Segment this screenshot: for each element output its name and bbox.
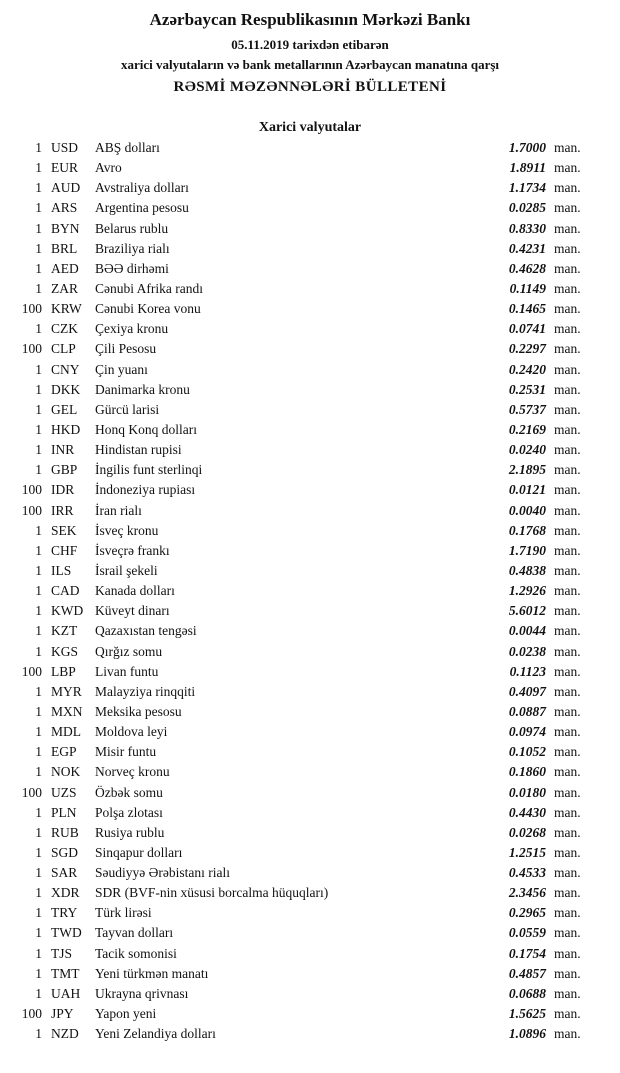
row-rate: 0.8330 <box>508 220 546 236</box>
row-name: Cənubi Afrika randı <box>95 280 203 296</box>
row-code: MDL <box>51 724 81 740</box>
currency-row <box>0 221 620 241</box>
row-name: Braziliya rialı <box>95 240 170 256</box>
row-qty: 1 <box>35 160 42 176</box>
row-rate: 0.2965 <box>508 905 546 921</box>
row-unit: man. <box>554 945 581 961</box>
row-name: Özbək somu <box>95 784 163 800</box>
row-unit: man. <box>554 522 581 538</box>
row-name: Cənubi Korea vonu <box>95 301 201 317</box>
row-unit: man. <box>554 140 581 155</box>
row-qty: 1 <box>35 401 42 417</box>
row-code: NOK <box>51 764 81 780</box>
currency-row <box>0 563 620 583</box>
row-name: Gürcü larisi <box>95 401 160 417</box>
row-rate: 0.4430 <box>508 804 546 820</box>
row-qty: 1 <box>35 683 42 699</box>
row-rate: 2.3456 <box>508 885 546 901</box>
currency-row <box>0 503 620 523</box>
currency-row <box>0 362 620 382</box>
row-code: CZK <box>51 321 78 337</box>
row-unit: man. <box>554 784 581 800</box>
row-rate: 2.1895 <box>508 462 546 478</box>
row-name: İran rialı <box>95 502 142 518</box>
row-qty: 1 <box>35 200 42 216</box>
row-code: SEK <box>51 522 77 538</box>
row-qty: 1 <box>35 744 42 760</box>
row-unit: man. <box>554 220 581 236</box>
row-unit: man. <box>554 804 581 820</box>
row-unit: man. <box>554 603 581 619</box>
row-code: INR <box>51 442 75 458</box>
row-qty: 100 <box>21 301 42 317</box>
row-unit: man. <box>554 280 581 296</box>
currency-row <box>0 885 620 905</box>
row-name: Meksika pesosu <box>95 703 182 719</box>
row-name: Kanada dolları <box>95 583 175 599</box>
row-name: Çexiya kronu <box>95 321 169 337</box>
row-qty: 1 <box>35 462 42 478</box>
row-code: BRL <box>51 240 78 256</box>
row-rate: 0.2169 <box>508 421 546 437</box>
currency-row <box>0 341 620 361</box>
row-rate: 0.0974 <box>508 724 546 740</box>
row-name: Polşa zlotası <box>95 804 163 820</box>
currency-row <box>0 543 620 563</box>
row-name: Çin yuanı <box>95 361 148 377</box>
row-unit: man. <box>554 462 581 478</box>
row-rate: 1.0896 <box>508 1026 546 1042</box>
row-rate: 0.0240 <box>508 442 546 458</box>
row-code: NZD <box>51 1026 79 1042</box>
row-unit: man. <box>554 562 581 578</box>
section-title: Xarici valyutalar <box>258 120 362 135</box>
row-name: Livan funtu <box>95 663 159 679</box>
row-qty: 1 <box>35 885 42 901</box>
currency-row <box>0 402 620 422</box>
row-unit: man. <box>554 361 581 377</box>
row-unit: man. <box>554 764 581 780</box>
row-code: MXN <box>51 703 83 719</box>
row-code: CNY <box>51 361 80 377</box>
row-qty: 1 <box>35 240 42 256</box>
row-qty: 1 <box>35 562 42 578</box>
row-code: AUD <box>51 180 81 196</box>
bulletin-subtitle: xarici valyutaların və bank metallarının Azərbaycan manatına qarşı <box>120 57 500 72</box>
row-code: EGP <box>51 744 77 760</box>
row-rate: 0.0180 <box>508 784 546 800</box>
currency-row <box>0 925 620 945</box>
row-qty: 1 <box>35 542 42 558</box>
row-code: KWD <box>51 603 84 619</box>
row-qty: 1 <box>35 643 42 659</box>
currency-row <box>0 986 620 1006</box>
row-unit: man. <box>554 301 581 317</box>
row-name: Honq Konq dolları <box>95 421 197 437</box>
row-qty: 1 <box>35 140 42 155</box>
currency-row <box>0 583 620 603</box>
row-name: Belarus rublu <box>95 220 169 236</box>
row-qty: 1 <box>35 381 42 397</box>
row-code: CAD <box>51 583 80 599</box>
row-rate: 0.4533 <box>508 865 546 881</box>
row-rate: 1.8911 <box>509 160 546 176</box>
row-code: SAR <box>51 865 78 881</box>
row-unit: man. <box>554 482 581 498</box>
row-unit: man. <box>554 160 581 176</box>
row-qty: 1 <box>35 260 42 276</box>
row-qty: 100 <box>21 1006 42 1022</box>
row-qty: 1 <box>35 603 42 619</box>
row-rate: 0.0268 <box>508 824 546 840</box>
currency-row <box>0 724 620 744</box>
row-code: IDR <box>51 482 75 498</box>
currency-row <box>0 442 620 462</box>
row-name: İndoneziya rupiası <box>95 482 196 498</box>
row-name: Küveyt dinarı <box>95 603 170 619</box>
row-rate: 1.5625 <box>508 1006 546 1022</box>
row-rate: 0.0887 <box>508 703 546 719</box>
row-qty: 1 <box>35 220 42 236</box>
row-code: USD <box>51 140 79 155</box>
currency-row <box>0 704 620 724</box>
currency-row <box>0 845 620 865</box>
row-rate: 1.2926 <box>508 583 546 599</box>
currency-row <box>0 905 620 925</box>
row-code: TWD <box>51 925 82 941</box>
row-rate: 0.0044 <box>508 623 546 639</box>
currency-row <box>0 764 620 784</box>
currency-row <box>0 1006 620 1026</box>
row-unit: man. <box>554 1006 581 1022</box>
row-rate: 0.4231 <box>508 240 546 256</box>
row-rate: 0.2531 <box>508 381 546 397</box>
row-code: TJS <box>51 945 73 961</box>
bulletin-title: RƏSMİ MƏZƏNNƏLƏRİ BÜLLETENİ <box>173 79 447 95</box>
row-rate: 1.2515 <box>508 844 546 860</box>
row-qty: 1 <box>35 905 42 921</box>
row-code: KRW <box>51 301 82 317</box>
currency-row <box>0 180 620 200</box>
row-rate: 0.1768 <box>508 522 546 538</box>
row-qty: 1 <box>35 925 42 941</box>
row-qty: 1 <box>35 945 42 961</box>
row-unit: man. <box>554 341 581 357</box>
currency-row <box>0 281 620 301</box>
row-rate: 0.4097 <box>508 683 546 699</box>
row-unit: man. <box>554 965 581 981</box>
row-name: Moldova leyi <box>95 724 168 740</box>
currency-row <box>0 1026 620 1046</box>
row-name: Danimarka kronu <box>95 381 190 397</box>
row-unit: man. <box>554 401 581 417</box>
currency-row <box>0 382 620 402</box>
row-code: RUB <box>51 824 79 840</box>
row-rate: 1.1734 <box>508 180 546 196</box>
row-unit: man. <box>554 502 581 518</box>
currency-row <box>0 664 620 684</box>
currency-rows <box>0 140 620 1046</box>
row-rate: 0.1754 <box>508 945 546 961</box>
row-name: Ukrayna qrivnası <box>95 985 189 1001</box>
row-unit: man. <box>554 542 581 558</box>
bulletin-header <box>0 10 620 96</box>
row-name: İsrail şekeli <box>95 562 158 578</box>
row-name: Qazaxıstan tengəsi <box>95 623 197 639</box>
row-qty: 1 <box>35 180 42 196</box>
row-rate: 0.1123 <box>509 663 546 679</box>
row-code: MYR <box>51 683 82 699</box>
row-code: UZS <box>51 784 77 800</box>
row-name: Malayziya rinqqiti <box>95 683 196 699</box>
row-code: GEL <box>51 401 78 417</box>
row-unit: man. <box>554 744 581 760</box>
row-unit: man. <box>554 442 581 458</box>
row-unit: man. <box>554 180 581 196</box>
row-name: Yapon yeni <box>95 1006 157 1022</box>
row-code: UAH <box>51 985 81 1001</box>
row-unit: man. <box>554 985 581 1001</box>
row-code: ILS <box>51 562 72 578</box>
currency-row <box>0 805 620 825</box>
currency-row <box>0 140 620 160</box>
row-rate: 0.1149 <box>509 280 546 296</box>
row-name: Yeni Zelandiya dolları <box>95 1026 216 1042</box>
row-rate: 0.4857 <box>508 965 546 981</box>
row-code: DKK <box>51 381 81 397</box>
row-unit: man. <box>554 905 581 921</box>
row-unit: man. <box>554 724 581 740</box>
row-qty: 1 <box>35 724 42 740</box>
row-qty: 100 <box>21 663 42 679</box>
row-unit: man. <box>554 1026 581 1042</box>
row-rate: 5.6012 <box>508 603 546 619</box>
row-name: Tacik somonisi <box>95 945 177 961</box>
row-name: Yeni türkmən manatı <box>95 965 209 981</box>
row-name: Türk lirəsi <box>95 905 152 921</box>
row-rate: 0.0741 <box>508 321 546 337</box>
currency-row <box>0 966 620 986</box>
row-code: LBP <box>51 663 76 679</box>
row-name: SDR (BVF-nin xüsusi borcalma hüquqları) <box>95 885 329 901</box>
currency-row <box>0 241 620 261</box>
row-code: KZT <box>51 623 78 639</box>
row-rate: 0.0238 <box>508 643 546 659</box>
row-code: AED <box>51 260 79 276</box>
currency-row <box>0 825 620 845</box>
row-unit: man. <box>554 240 581 256</box>
row-rate: 1.7000 <box>508 140 546 155</box>
currency-row <box>0 684 620 704</box>
row-unit: man. <box>554 703 581 719</box>
row-code: CHF <box>51 542 78 558</box>
row-qty: 1 <box>35 844 42 860</box>
row-qty: 1 <box>35 522 42 538</box>
row-unit: man. <box>554 623 581 639</box>
row-unit: man. <box>554 321 581 337</box>
row-rate: 1.7190 <box>508 542 546 558</box>
row-code: CLP <box>51 341 76 357</box>
row-rate: 0.0559 <box>508 925 546 941</box>
currency-row <box>0 644 620 664</box>
row-qty: 1 <box>35 421 42 437</box>
row-code: ARS <box>51 200 78 216</box>
row-rate: 0.2297 <box>508 341 546 357</box>
row-qty: 1 <box>35 703 42 719</box>
row-code: XDR <box>51 885 80 901</box>
row-rate: 0.0285 <box>508 200 546 216</box>
row-name: İngilis funt sterlinqi <box>95 462 203 478</box>
currency-row <box>0 301 620 321</box>
row-qty: 1 <box>35 804 42 820</box>
row-qty: 100 <box>21 341 42 357</box>
row-name: Misir funtu <box>95 744 157 760</box>
row-unit: man. <box>554 885 581 901</box>
row-name: Sinqapur dolları <box>95 844 183 860</box>
row-code: BYN <box>51 220 80 236</box>
row-name: İsveç kronu <box>95 522 159 538</box>
row-name: Argentina pesosu <box>95 200 189 216</box>
row-name: Çili Pesosu <box>95 341 157 357</box>
row-code: EUR <box>51 160 78 176</box>
row-rate: 0.1860 <box>508 764 546 780</box>
row-code: JPY <box>51 1006 74 1022</box>
row-rate: 0.1465 <box>508 301 546 317</box>
row-qty: 1 <box>35 623 42 639</box>
row-name: Hindistan rupisi <box>95 442 182 458</box>
row-rate: 0.0688 <box>508 985 546 1001</box>
row-unit: man. <box>554 421 581 437</box>
row-name: Səudiyyə Ərəbistanı rialı <box>95 865 230 881</box>
row-qty: 1 <box>35 865 42 881</box>
currency-row <box>0 200 620 220</box>
currency-row <box>0 482 620 502</box>
row-qty: 1 <box>35 985 42 1001</box>
row-name: Avro <box>95 160 122 176</box>
row-qty: 1 <box>35 965 42 981</box>
currency-row <box>0 785 620 805</box>
currency-row <box>0 865 620 885</box>
row-name: BƏƏ dirhəmi <box>95 260 169 276</box>
row-name: Rusiya rublu <box>95 824 165 840</box>
currency-row <box>0 603 620 623</box>
row-qty: 1 <box>35 361 42 377</box>
currency-row <box>0 321 620 341</box>
row-code: PLN <box>51 804 77 820</box>
row-qty: 1 <box>35 1026 42 1042</box>
row-unit: man. <box>554 260 581 276</box>
row-qty: 1 <box>35 321 42 337</box>
row-name: İsveçrə frankı <box>95 542 170 558</box>
row-rate: 0.1052 <box>508 744 546 760</box>
row-qty: 1 <box>35 764 42 780</box>
row-code: KGS <box>51 643 79 659</box>
row-unit: man. <box>554 643 581 659</box>
effective-date: 05.11.2019 tarixdən etibarən <box>231 37 389 52</box>
row-name: Tayvan dolları <box>95 925 174 941</box>
currency-row <box>0 523 620 543</box>
row-name: ABŞ dolları <box>95 140 160 155</box>
row-name: Avstraliya dolları <box>95 180 189 196</box>
row-unit: man. <box>554 844 581 860</box>
row-code: HKD <box>51 421 81 437</box>
row-qty: 1 <box>35 442 42 458</box>
row-unit: man. <box>554 200 581 216</box>
row-qty: 1 <box>35 583 42 599</box>
currency-row <box>0 462 620 482</box>
currency-row <box>0 261 620 281</box>
row-code: TRY <box>51 905 78 921</box>
row-unit: man. <box>554 925 581 941</box>
bank-name: Azərbaycan Respublikasının Mərkəzi Bankı <box>149 10 471 29</box>
row-unit: man. <box>554 583 581 599</box>
row-rate: 0.2420 <box>508 361 546 377</box>
row-code: IRR <box>51 502 74 518</box>
row-code: GBP <box>51 462 78 478</box>
row-rate: 0.5737 <box>508 401 546 417</box>
row-code: TMT <box>51 965 80 981</box>
currency-row <box>0 422 620 442</box>
row-code: ZAR <box>51 280 78 296</box>
row-unit: man. <box>554 381 581 397</box>
row-unit: man. <box>554 683 581 699</box>
row-unit: man. <box>554 663 581 679</box>
row-name: Qırğız somu <box>95 643 163 659</box>
row-qty: 100 <box>21 502 42 518</box>
row-qty: 1 <box>35 824 42 840</box>
row-rate: 0.4838 <box>508 562 546 578</box>
row-code: SGD <box>51 844 79 860</box>
currency-row <box>0 946 620 966</box>
currency-row <box>0 160 620 180</box>
row-rate: 0.0121 <box>508 482 546 498</box>
row-name: Norveç kronu <box>95 764 170 780</box>
row-rate: 0.0040 <box>508 502 546 518</box>
currency-row <box>0 623 620 643</box>
row-qty: 100 <box>21 482 42 498</box>
row-unit: man. <box>554 865 581 881</box>
row-qty: 1 <box>35 280 42 296</box>
row-qty: 100 <box>21 784 42 800</box>
currency-row <box>0 744 620 764</box>
row-unit: man. <box>554 824 581 840</box>
row-rate: 0.4628 <box>508 260 546 276</box>
